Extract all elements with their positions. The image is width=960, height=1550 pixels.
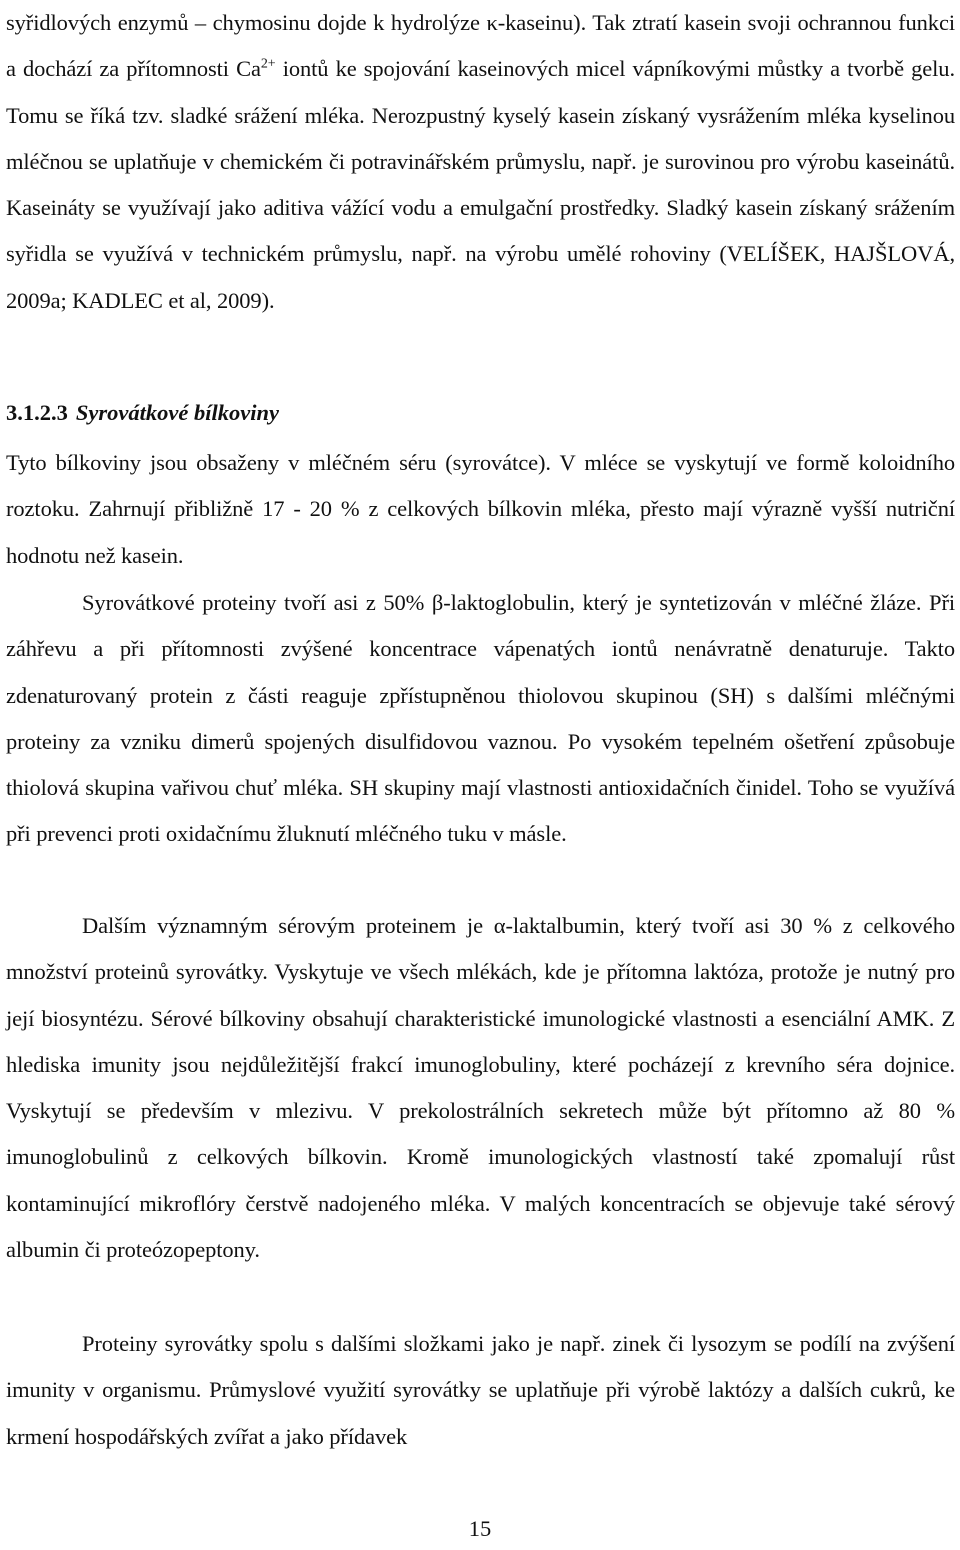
section-heading [6,390,279,436]
calcium-charge-superscript: 2+ [260,56,276,72]
paragraph-1-part-b: iontů ke spojování kaseinových micel vápníkovými můstky a tvorbě gelu. Tomu se říká tzv. sladké srážení mléka. Nerozpustný kyselý kasein získaný vysrážením mléka kyselinou mléčnou se uplatňuje v chemickém či potravinářském průmyslu, např. je surovinou pro výrobu kaseinátů. Kaseináty se využívají jako aditiva vážící vodu a emulgační prostředky. Sladký kasein získaný srážením syřidla se využívá v technickém průmyslu, např. na výrobu umělé rohoviny (VELÍŠEK, HAJŠLOVÁ, 2009a; KADLEC et al, 2009). [6,56,955,313]
page-number: 15 [468,1516,492,1541]
paragraph-alpha-lactalbumin: Dalším významným sérovým proteinem je α-laktalbumin, který tvoří asi 30 % z celkového množství proteinů syrovátky. Vyskytuje ve všech mlékách, kde je přítomna laktóza, protože je nutný pro její biosyntézu. Sérové bílkoviny obsahují charakteristické imunologické vlastnosti a esenciální AMK. Z hlediska imunity jsou nejdůležitější frakcí imunoglobuliny, které pocházejí z krevního séra dojnice. Vyskytují se především v mlezivu. V prekolostrálních sekretech může být přítomno až 80 % imunoglobulinů z celkových bílkovin. Kromě imunologických vlastností také zpomalují růst kontaminující mikroflóry čerstvě nadojeného mléka. V malých koncentracích se objevuje také sérový albumin či proteózopeptony. [6,913,955,1263]
paragraph-whey-proteins-intro: Tyto bílkoviny jsou obsaženy v mléčném séru (syrovátce). V mléce se vyskytují ve formě koloidního roztoku. Zahrnují přibližně 17 - 20 % z celkových bílkovin mléka, přesto mají výrazně vyšší nutriční hodnotu než kasein. [6,450,955,568]
paragraph-1-part-a: syřidlových enzymů – chymosinu dojde k hydrolýze κ-kaseinu). Tak ztratí kasein svoji ochrannou funkci a dochází za přítomnosti Ca [6,10,955,82]
paragraph-beta-lactoglobulin: Syrovátkové proteiny tvoří asi z 50% β-laktoglobulin, který je syntetizován v mléčné žláze. Při záhřevu a při přítomnosti zvýšené koncentrace vápenatých iontů nenávratně denaturuje. Takto zdenaturovaný protein z části reaguje zpřístupněnou thiolovou skupinou (SH) s dalšími mléčnými proteiny za vzniku dimerů spojených disulfidovou vaznou. Po vysokém tepelném ošetření způsobuje thiolová skupina vařivou chuť mléka. SH skupiny mají vlastnosti antioxidačních činidel. Toho se využívá při prevenci proti oxidačnímu žluknutí mléčného tuku v másle. [6,590,955,847]
section-number: 3.1.2.3 [6,400,68,425]
paragraph-whey-usage: Proteiny syrovátky spolu s dalšími složkami jako je např. zinek či lysozym se podílí na zvýšení imunity v organismu. Průmyslové využití syrovátky se uplatňuje při výrobě laktózy a dalších cukrů, ke krmení hospodářských zvířat a jako přídavek [6,1331,955,1449]
section-title: Syrovátkové bílkoviny [75,400,279,425]
paragraph-casein-coagulation [6,0,955,324]
